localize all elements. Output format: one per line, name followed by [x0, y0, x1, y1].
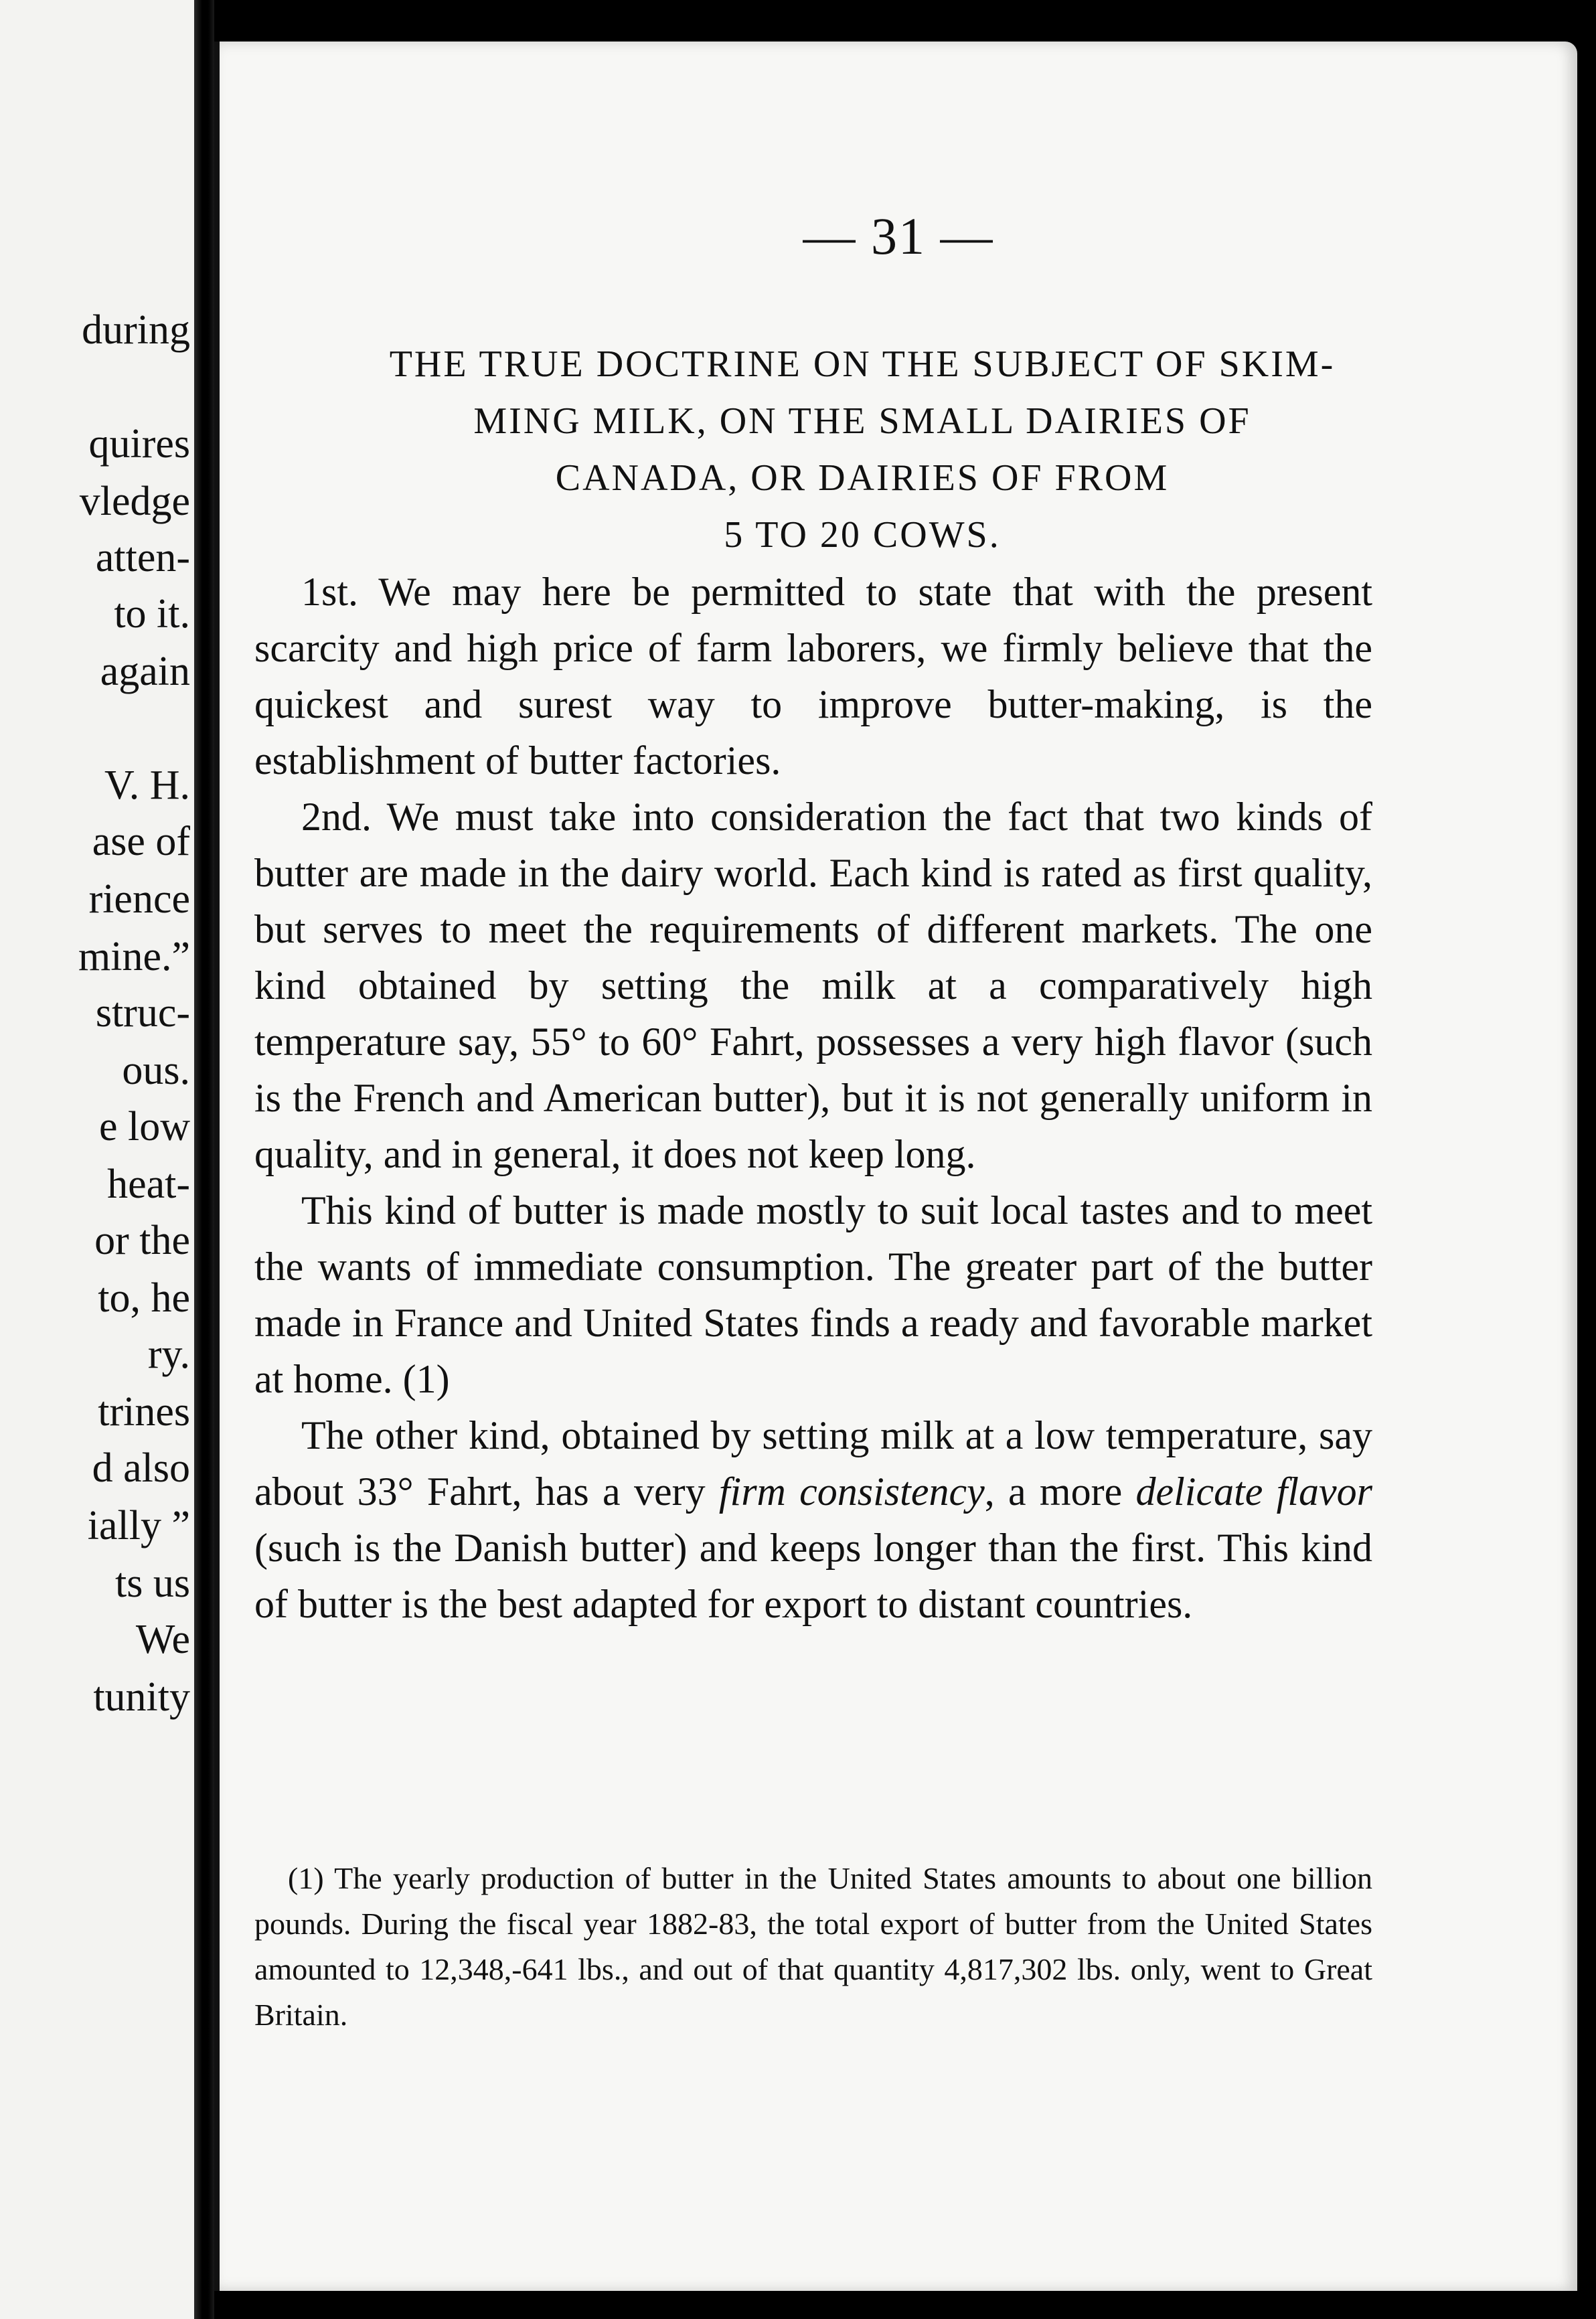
facing-page-fragment: quires: [88, 421, 190, 467]
facing-page-fragment: or the: [94, 1218, 190, 1263]
book-gutter: [194, 0, 214, 2319]
facing-page-fragment: ts us: [115, 1561, 190, 1606]
paragraph-3: This kind of butter is made mostly to suit local tastes and to meet the wants of immediate consumption. The greater part of the butter made in France and United States finds a ready and favorable market at home. (1): [254, 1188, 1372, 1401]
title-line-4: 5 TO 20 COWS.: [724, 514, 1001, 556]
body-text: [254, 564, 1372, 1632]
italic-firm-consistency: firm consistency: [718, 1469, 985, 1514]
facing-page-fragment: We: [135, 1617, 190, 1662]
footnote-text: (1) The yearly production of butter in the United States amounts to about one billion pounds. During the fiscal year 1882-83, the total export of butter from the United States amounted to 12,348,-641 lbs., and out of that quantity 4,817,302 lbs. only, went to Great Britain.: [254, 1861, 1372, 2032]
facing-page-fragment: rience: [88, 876, 190, 922]
footnote: [254, 1856, 1372, 2038]
paragraph-4: [254, 1407, 1372, 1632]
title-line-2: MING MILK, ON THE SMALL DAIRIES OF: [473, 400, 1251, 442]
facing-page-fragment: to it.: [114, 591, 190, 637]
paragraph-4-part-1: The other kind, obtained by setting milk at a low temperature, say about 33° Fahrt, has a very: [254, 1413, 1372, 1514]
title-line-1: THE TRUE DOCTRINE ON THE SUBJECT OF SKIM-: [389, 343, 1336, 385]
facing-page-fragment: V. H.: [104, 763, 190, 808]
facing-page-fragment: vledge: [79, 479, 190, 524]
facing-page-fragment: during: [82, 307, 190, 353]
paragraph-4-part-2: , a more: [984, 1469, 1136, 1514]
page-number: — 31 —: [803, 207, 994, 265]
title-line-3: CANADA, OR DAIRIES OF FROM: [555, 457, 1170, 499]
facing-page-fragment: ially ”: [87, 1503, 190, 1548]
facing-page-fragment: struc-: [95, 990, 190, 1036]
facing-page-fragment: ase of: [92, 819, 190, 864]
facing-page-fragment: ry.: [147, 1332, 190, 1377]
facing-page-left: [0, 0, 194, 2319]
italic-delicate-flavor: delicate flavor: [1135, 1469, 1373, 1514]
facing-page-fragment: again: [100, 649, 190, 694]
facing-page-fragment: heat-: [107, 1162, 190, 1207]
facing-page-fragment: tunity: [93, 1674, 190, 1720]
facing-page-fragment: to, he: [98, 1275, 190, 1321]
paragraph-1: 1st. We may here be permitted to state that with the present scarcity and high price of farm laborers, we firmly believe that the quickest and surest way to improve butter-making, is the establishment of butter factories.: [254, 570, 1372, 783]
facing-page-fragment: trines: [98, 1389, 190, 1435]
facing-page-fragment: mine.”: [78, 934, 190, 979]
facing-page-fragment: ous.: [122, 1048, 190, 1093]
paragraph-4-part-3: (such is the Danish butter) and keeps longer than the first. This kind of butter is the best adapted for export to distant countries.: [254, 1526, 1372, 1626]
book-page: [214, 42, 1577, 2291]
facing-page-fragment: d also: [92, 1445, 190, 1491]
paragraph-2: 2nd. We must take into consideration the fact that two kinds of butter are made in the dairy world. Each kind is rated as first quality, but serves to meet the requirements of different markets. The one kind obtained by setting the milk at a comparatively high temperature say, 55° to 60° Fahrt, possesses a very high flavor (such is the French and American butter), but it is not generally uniform in quality, and in general, it does not keep long.: [254, 795, 1372, 1176]
facing-page-fragment: atten-: [95, 535, 190, 580]
facing-page-fragment: e low: [98, 1104, 190, 1149]
chapter-title: [260, 336, 1465, 564]
